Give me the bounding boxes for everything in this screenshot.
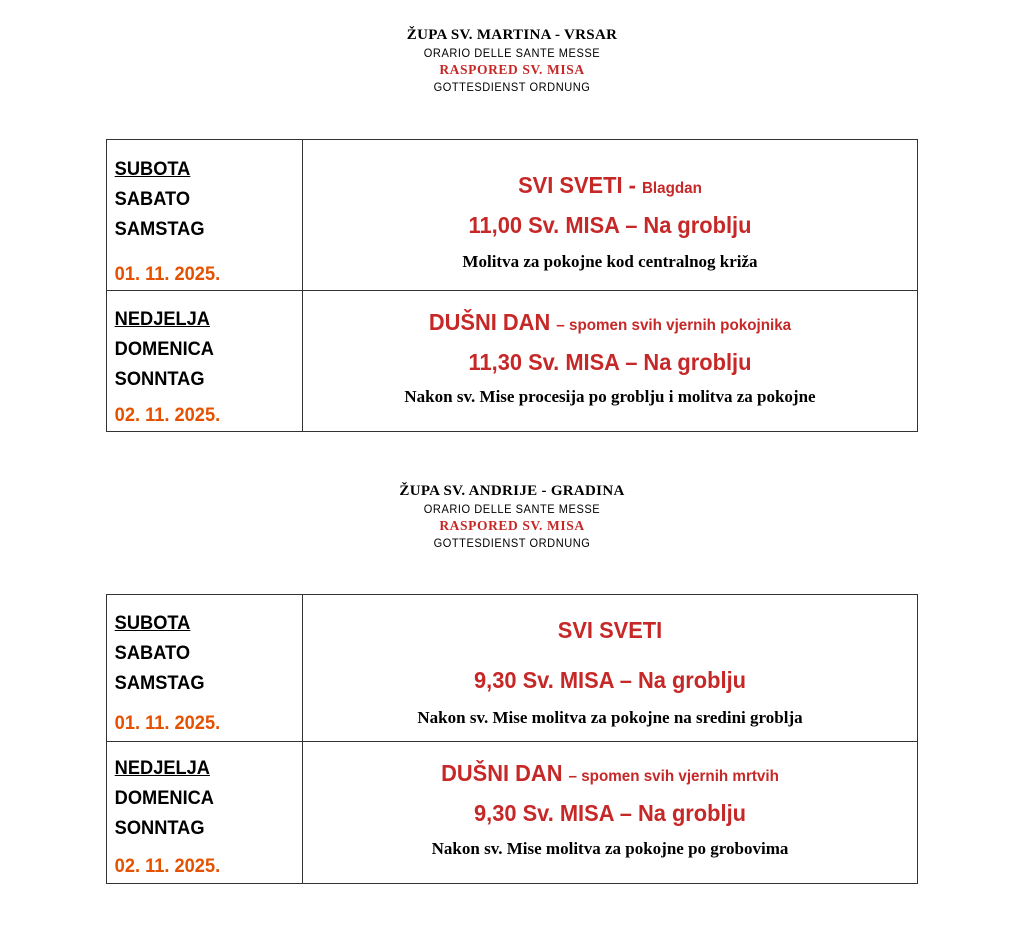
event-title (318, 758, 901, 792)
mass-time: 9,30 Sv. MISA – Na groblju (474, 667, 746, 693)
schedule-row-saturday (107, 595, 918, 742)
day-german: SAMSTAG (114, 219, 205, 240)
event-date: 01. 11. 2025. (114, 713, 221, 734)
event-note: Nakon sv. Mise molitva za pokojne na sredini groblja (417, 708, 803, 727)
event-title-sub: Blagdan (641, 180, 702, 197)
day-cell (107, 742, 303, 884)
schedule-row-sunday (107, 742, 918, 884)
parish-header-vrsar (0, 28, 1024, 97)
event-date: 02. 11. 2025. (114, 856, 221, 877)
event-note: Molitva za pokojne kod centralnog križa (462, 252, 758, 271)
event-title-main: SVI SVETI - (518, 172, 642, 198)
mass-time: 11,30 Sv. MISA – Na groblju (468, 349, 752, 375)
event-title-main: DUŠNI DAN (441, 760, 569, 786)
day-croatian: NEDJELJA (114, 758, 210, 779)
event-date: 02. 11. 2025. (114, 405, 221, 426)
day-german: SONNTAG (114, 818, 205, 839)
schedule-table-gradina (106, 594, 918, 884)
subtitle-italian: ORARIO DELLE SANTE MESSE (423, 502, 601, 516)
day-german: SONNTAG (114, 369, 205, 390)
event-title (318, 170, 901, 204)
parish-header-gradina (0, 484, 1024, 553)
event-title-sub: – spomen svih vjernih pokojnika (556, 317, 792, 334)
subtitle-german: GOTTESDIENST ORDNUNG (433, 79, 591, 94)
subtitle-croatian: RASPORED SV. MISA (439, 518, 585, 533)
event-title-main: DUŠNI DAN (428, 309, 557, 335)
event-title-sub: – spomen svih vjernih mrtvih (568, 768, 779, 785)
event-date: 01. 11. 2025. (114, 264, 221, 285)
event-cell (303, 291, 918, 432)
event-note: Nakon sv. Mise molitva za pokojne po grobovima (431, 839, 789, 858)
subtitle-german: GOTTESDIENST ORDNUNG (433, 535, 591, 550)
mass-time: 9,30 Sv. MISA – Na groblju (474, 800, 746, 826)
event-title (318, 307, 901, 341)
schedule-row-saturday (107, 140, 918, 291)
day-croatian: NEDJELJA (114, 309, 210, 330)
day-croatian: SUBOTA (114, 159, 191, 180)
day-italian: DOMENICA (114, 788, 214, 809)
day-cell (107, 291, 303, 432)
day-croatian: SUBOTA (114, 613, 191, 634)
schedule-table-vrsar (106, 139, 918, 432)
event-note: Nakon sv. Mise procesija po groblju i molitva za pokojne (404, 387, 816, 406)
subtitle-croatian: RASPORED SV. MISA (439, 62, 585, 77)
event-title-main: SVI SVETI (557, 617, 663, 643)
event-cell (303, 140, 918, 291)
day-cell (107, 595, 303, 742)
day-cell (107, 140, 303, 291)
parish-name: ŽUPA SV. ANDRIJE - GRADINA (399, 483, 625, 499)
schedule-row-sunday (107, 291, 918, 432)
mass-time: 11,00 Sv. MISA – Na groblju (468, 212, 752, 238)
day-italian: SABATO (114, 643, 191, 664)
day-german: SAMSTAG (114, 673, 205, 694)
subtitle-italian: ORARIO DELLE SANTE MESSE (423, 46, 601, 60)
event-cell (303, 742, 918, 884)
day-italian: SABATO (114, 189, 191, 210)
parish-name: ŽUPA SV. MARTINA - VRSAR (406, 27, 618, 43)
day-italian: DOMENICA (114, 339, 214, 360)
event-cell (303, 595, 918, 742)
event-title (318, 615, 901, 649)
